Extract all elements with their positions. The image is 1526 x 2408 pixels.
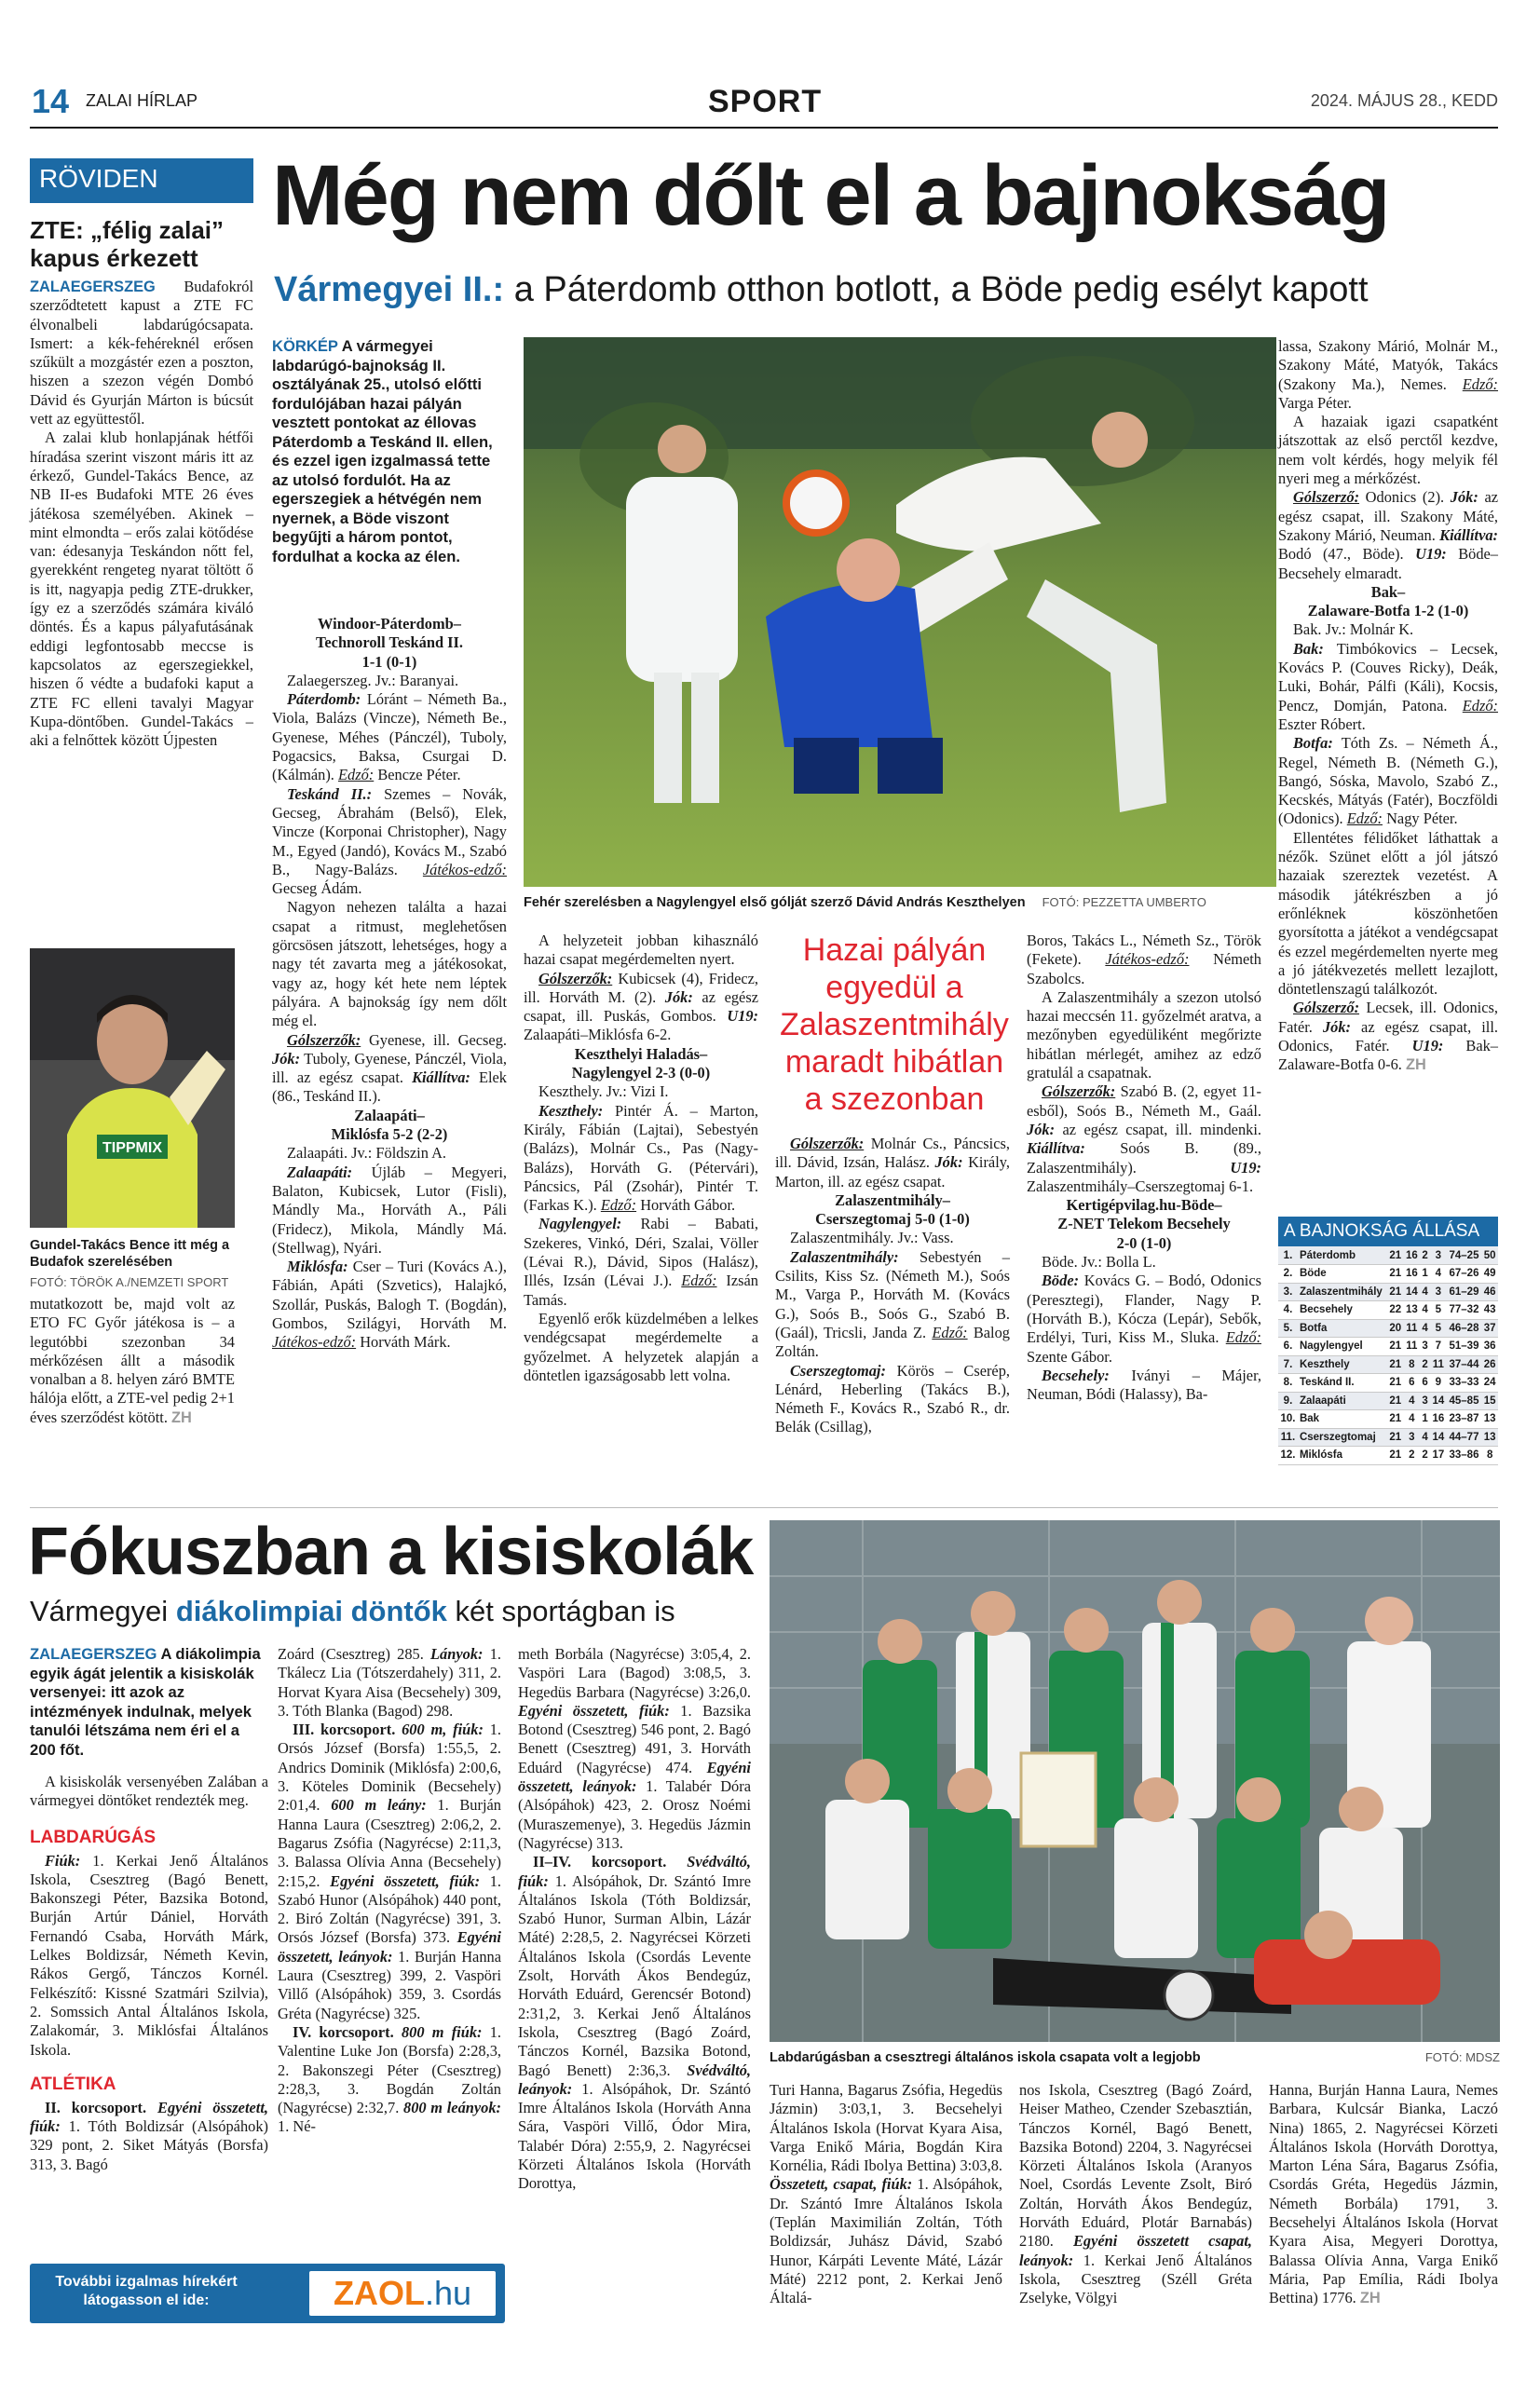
standings-lost: 3 [1430,1283,1447,1301]
school-photo-caption-row [770,2049,1500,2066]
main-photo [524,337,1276,887]
section-divider [30,1507,1498,1508]
main-column-3: Gólszerzők: Molnár Cs., Páncsics, ill. Dávid, Izsán, Halász. Jók: Király, Marton, ill. az egész csapat. Zalaszentmihály– Cserszegtomaj 5-0 (1-0) Zalaszentmihály. Jv.: Vass. Zalaszentmihály: Sebestyén – Csilits, Kiss Sz. (Németh M.), Soós M., Varga P., Horváth M. (Kovács G.), Soós B., Soós G., Szabó B. (Gaál), Tricsli, Janda Z. Edző: Balog Zoltán. Cserszegtomaj: Körös – Cserép, Lénárd, Heberling (Takács B.), Németh F., Kovács R., Szabó R., dr. Belák (Csillag), [775,1135,1010,1436]
standings-points: 26 [1481,1355,1498,1374]
standings-team: Botfa [1298,1319,1387,1338]
standings-rank: 4. [1278,1301,1298,1320]
second-dateline: ZALAEGERSZEG [30,1645,157,1663]
main-column-2: A helyzeteit jobban kihasználó hazai csapat megérdemelten nyert. Gólszerzők: Kubicsek (4), Fridecz, ill. Horváth M. (2). Jók: az egész csapat, ill. Puskás, Gombos. U19: Zalaapáti–Miklósfa 6-2. Keszthelyi Haladás– Nagylengyel 2-3 (0-0) Keszthely. Jv.: Vizi I. Keszthely: Pintér Á. – Marton, Király, Fábián (Lajtai), Sebestyén (Balázs), Molnár Cs., Pas (Nagy-Balázs), Horváth G. (Pétervári), Páncsics, Pál (Zsohár), Pintér T. (Farkas K.). Edző: Horváth Gábor. Nagylengyel: Rabi – Babati, Szekeres, Vinkó, Déri, Szalai, Völler (Lévai R.), Dávid, Sipos (Halász), Illés, Izsán (Lévai J.). Edző: Izsán Tamás. Egyenlő erők küzdelmében a lelkes vendégcsapat megérdemelte a győzelmet. A helyzetek alapján a döntetlen igazságosabb lett volna. [524,932,759,1384]
standings-goals: 61–29 [1447,1283,1482,1301]
standings-lost: 17 [1430,1447,1447,1465]
standings-team: Zalaszentmihály [1298,1283,1387,1301]
brief-text-1 [30,278,253,429]
school-photo-credit: FOTÓ: MDSZ [1424,2050,1500,2064]
newspaper-name: ZALAI HÍRLAP [86,91,198,110]
standings-points: 46 [1481,1283,1498,1301]
second-lead-text: A diákolimpia egyik ágát jelentik a kisiskolák versenyei: itt azok az intézmények indulnak, melyek tanulói létszáma nem éri el a 200 főt. [30,1645,261,1759]
standings-lost: 11 [1430,1355,1447,1374]
standings-team: Páterdomb [1298,1246,1387,1265]
standings-row [1278,1428,1498,1447]
standings-points: 36 [1481,1338,1498,1356]
standings-rank: 6. [1278,1338,1298,1356]
standings-rank: 11. [1278,1428,1298,1447]
standings-goals: 37–44 [1447,1355,1482,1374]
standings-won: 8 [1404,1355,1421,1374]
standings-drawn: 1 [1420,1265,1430,1284]
brief-title: ZTE: „félig zalai” kapus érkezett [30,216,225,272]
subheadline-text: a Páterdomb otthon botlott, a Böde pedig esélyt kapott [513,270,1369,309]
standings-played: 21 [1387,1447,1404,1465]
standings-goals: 67–26 [1447,1265,1482,1284]
standings-goals: 51–39 [1447,1338,1482,1356]
brief-label-text: RÖVIDEN [39,164,158,193]
standings-lost: 16 [1430,1410,1447,1429]
lead-tag: KÖRKÉP [272,337,338,355]
zaol-logo[interactable] [309,2271,496,2316]
standings-points: 37 [1481,1319,1498,1338]
standings-points: 15 [1481,1392,1498,1410]
standings-row [1278,1374,1498,1393]
standings-won: 16 [1404,1265,1421,1284]
standings-won: 14 [1404,1283,1421,1301]
brief-paragraph-2: A zalai klub honlapjának hétfői híradása szerint viszont máris itt az érkező, Gundel-Takács Bence, az NB II-es Budafoki MTE 26 éves játékosa személyében. Akinek – mint elmondta – erős zalai kötődése van: édesanyja Teskándon nőtt fel, gyerekként rengeteg nyarat töltött ő is itt, nagyapja pedig ZTE-drukker, így ez a szerződés számára kiváló döntés. És a kapus pályafutásának eddigi legfontosabb meccse is kapcsolatos az egerszegiekkel, hiszen ő védte a budafoki kaput a ZTE FC elleni tavalyi Magyar Kupa-döntőben. Gundel-Takács – aki a felnőttek között Újpesten [30,429,253,750]
second-lead [30,1645,268,1760]
standings-played: 21 [1387,1338,1404,1356]
standings-points: 8 [1481,1447,1498,1465]
standings-points: 13 [1481,1410,1498,1429]
brief-photo-credit: FOTÓ: TÖRÖK A./NEMZETI SPORT [30,1275,229,1289]
brief-signature: ZH [171,1408,192,1426]
standings-lost: 5 [1430,1319,1447,1338]
standings-lost: 14 [1430,1428,1447,1447]
standings-points: 43 [1481,1301,1498,1320]
main-photo-caption-row [524,894,1276,911]
second-sub-post: két sportágban is [455,1595,675,1627]
second-headline: Fókuszban a kisiskolák [28,1515,754,1589]
second-signature: ZH [1359,2290,1381,2307]
header-rule [30,127,1498,129]
athletics-section-title: ATLÉTIKA [30,2074,116,2094]
brief-photo [30,948,235,1228]
football-match-photo-image [524,337,1276,887]
brief-paragraph-3-box [30,1295,235,1427]
standings-drawn: 6 [1420,1374,1430,1393]
standings-team: Cserszegtomaj [1298,1428,1387,1447]
second-column-1: ZALAEGERSZEG A diákolimpia egyik ágát jelentik a kisiskolák versenyei: itt azok az intézmények indulnak, melyek tanulói létszáma nem éri el a 200 főt. A kisiskolák versenyében Zalában a vármegyei döntőket rendezték meg. LABDARÚGÁS Fiúk: 1. Kerkai Jenő Általános Iskola, Csesztreg (Bagó Benett, Bakonszegi Péter, Bazsika Botond, Burján Artúr Dániel, Horváth Fernandó Csaba, Horváth Márk, Lelkes Boldizsár, Németh Kevin, Rákos Gergő, Tánczos Kornél. Felkészítő: Kissné Szatmári Szilvia), 2. Somssich Antal Általános Iskola, Zalakomár, 3. Miklósfai Általános Iskola. ATLÉTIKA II. korcsoport. Egyéni összetett, fiúk: 1. Tóth Boldizsár (Alsópáhok) 329 pont, 2. Siket Mátyás (Borsfa) 313, 3. Bagó [30,1645,268,2173]
school-team-photo [770,1520,1500,2042]
standings-drawn: 2 [1420,1447,1430,1465]
standings-team: Keszthely [1298,1355,1387,1374]
brief-caption-text: Gundel-Takács Bence itt még a Budafok szerelésében [30,1238,230,1270]
zaol-promo-banner[interactable] [30,2264,505,2323]
brief-paragraph-3: mutatkozott be, majd volt az ETO FC Győr játékosa is – a legutóbbi szezonban 34 mérkőzésen állt a második vonalban a 8. helyen záró BMTE hálója előtt, a ZTE-vel pedig 2+1 éves szerződést kötött. [30,1295,235,1426]
svg-text:TIPPMIX: TIPPMIX [102,1140,163,1156]
standings-drawn: 4 [1420,1428,1430,1447]
standings-won: 11 [1404,1338,1421,1356]
lead-text: A vármegyei labdarúgó-bajnokság II. osztályának 25., utolsó előtti fordulójában hazai pályán vesztett pontokat az éllovas Páterdomb a Teskánd II. ellen, és ezzel igen izgalmassá tette az utolsó fordulót. Ha az egerszegiek a hétvégén nem nyernek, a Böde viszont begyűjti a három pontot, fordulhat a kocka az élen. [272,337,493,565]
standings-title: A BAJNOKSÁG ÁLLÁSA [1278,1217,1498,1246]
school-photo-caption: Labdarúgásban a csesztregi általános iskola csapata volt a legjobb [770,2050,1201,2065]
standings-rank: 8. [1278,1374,1298,1393]
zaol-brand: ZAOL [333,2274,425,2312]
main-subheadline [274,270,1504,310]
standings-drawn: 4 [1420,1283,1430,1301]
zaol-tld: .hu [424,2274,472,2312]
standings-goals: 74–25 [1447,1246,1482,1265]
standings-row [1278,1392,1498,1410]
second-column-2: Zoárd (Csesztreg) 285. Lányok: 1. Tkálecz Lia (Tótszerdahely) 311, 2. Horvat Kyara Aisa (Becsehely) 309, 3. Tóth Blanka (Bagod) 298. III. korcsoport. 600 m, fiúk: 1. Orsós József (Borsfa) 1:55,5, 2. Andrics Dominik (Miklósfa) 2:00,6, 3. Köteles Dominik (Becsehely) 2:01,4. 600 m leány: 1. Burján Hanna Laura (Csesztreg) 2:06,2, 2. Bagarus Zsófia (Nagyrécse) 2:11,3, 3. Balassa Olívia Anna (Becsehely) 2:15,2. Egyéni összetett, fiúk: 1. Szabó Hunor (Alsópáhok) 440 pont, 2. Biró Zoltán (Nagyrécse) 391, 3. Orsós József (Borsfa) 373. Egyéni összetett, leányok: 1. Burján Hanna Laura (Csesztreg) 399, 2. Vaspöri Villő (Alsópáhok) 359, 3. Csordás Gréta (Nagyrécse) 325. IV. korcsoport. 800 m fiúk: 1. Valentine Luke Jon (Borsfa) 2:28,3, 2. Bakonszegi Péter (Csesztreg) 2:28,3, 3. Bogdán Zoltán (Nagyrécse) 2:32,7. 800 m leányok: 1. Né- [278,1645,502,2136]
standings-lost: 14 [1430,1392,1447,1410]
promo-text-line-1: További izgalmas hírekért [55,2274,238,2290]
standings-goals: 46–28 [1447,1319,1482,1338]
standings-goals: 33–33 [1447,1374,1482,1393]
standings-won: 3 [1404,1428,1421,1447]
standings-row [1278,1338,1498,1356]
goalkeeper-photo-image [30,948,235,1228]
standings-lost: 4 [1430,1265,1447,1284]
main-column-1: Windoor-Páterdomb– Technoroll Teskánd II. 1-1 (0-1) Zalaegerszeg. Jv.: Baranyai. Páterdomb: Lóránt – Németh Ba., Viola, Balázs (Vincze), Németh Be., Gyenese, Méhes (Pánczél), Tuboly, Pogacsics, Baksa, Csurgai D. (Kálmán). Edző: Bencze Péter. Teskánd II.: Szemes – Novák, Gecseg, Ábrahám (Belső), Elek, Vincze (Korponai Christopher), Nagy M., Egyed (Jandó), Kovács M., Szabó B., Nagy-Balázs. Játékos-edző: Gecseg Ádám. Nagyon nehezen találta a hazai csapat a ritmust, meglehetősen görcsösen játszott, lehetséges, hogy a nagy tét zavarta meg a játékosokat, vagy az, hogy két hete nem léptek pályára. A bajnokság így nem dőlt még el. Gólszerzők: Gyenese, ill. Gecseg. Jók: Tuboly, Gyenese, Pánczél, Viola, ill. az egész csapat. Kiállítva: Elek (86., Teskánd II.). Zalaapáti– Miklósfa 5-2 (2-2) Zalaapáti. Jv.: Földszin A. Zalaapáti: Újláb – Megyeri, Balaton, Kubicsek, Lutor (Fisli), Mándly Ma., Horváth A., Páli (Fridecz), Mikola, Mándly Má. (Stellwag), Nyári. Miklósfa: Cser – Turi (Kovács A.), Fábián, Apáti (Szvetics), Halajkó, Szollár, Puskás, Balogh T. (Bogdán), Gombos, Szilágyi, Horváth M. Játékos-edző: Horváth Márk. [272,615,507,1352]
standings-row [1278,1246,1498,1265]
standings-team: Becsehely [1298,1301,1387,1320]
standings-played: 21 [1387,1265,1404,1284]
promo-text-line-2: látogasson el ide: [83,2292,210,2308]
standings-rank: 3. [1278,1283,1298,1301]
second-intro: A kisiskolák versenyében Zalában a vármegyei döntőket rendezték meg. [30,1773,268,1810]
brief-label [30,158,253,203]
standings-played: 21 [1387,1283,1404,1301]
standings-rank: 9. [1278,1392,1298,1410]
standings-team: Teskánd II. [1298,1374,1387,1393]
standings-goals: 33–86 [1447,1447,1482,1465]
standings-team: Nagylengyel [1298,1338,1387,1356]
main-lead [272,337,505,566]
standings-played: 21 [1387,1374,1404,1393]
standings-row [1278,1265,1498,1284]
standings-rank: 10. [1278,1410,1298,1429]
standings-team: Bak [1298,1410,1387,1429]
standings-goals: 23–87 [1447,1410,1482,1429]
brief-column [30,158,253,750]
standings-played: 21 [1387,1392,1404,1410]
standings-table [1278,1246,1498,1465]
standings-rank: 12. [1278,1447,1298,1465]
standings-drawn: 4 [1420,1301,1430,1320]
standings-won: 16 [1404,1246,1421,1265]
main-column-5: lassa, Szakony Márió, Molnár M., Szakony Máté, Matyók, Takács (Szakony Ma.), Nemes. Edző: Varga Péter. A hazaiak igazi csapatként játszottak az első perctől kezdve, nem volt kérdés, hogy melyik fél nyeri meg a mérkőzést. Gólszerző: Odonics (2). Jók: az egész csapat, ill. Szakony Máté, Szakony Márió, Neuman. Kiállítva: Bodó (47., Böde). U19: Böde–Becsehely elmaradt. Bak– Zalaware-Botfa 1-2 (1-0) Bak. Jv.: Molnár K. Bak: Timbókovics – Lecsek, Kovács P. (Couves Ricky), Deák, Luki, Bohár, Pálfi (Káli), Kocsis, Pencz, Domján, Patona. Edző: Eszter Róbert. Botfa: Tóth Zs. – Németh Á., Regel, Németh B. (Németh G.), Bangó, Sóska, Mavolo, Szabó Z., Kecskés, Mátyás (Fatér), Boczföldi (Odonics). Edző: Nagy Péter. Ellentétes félidőket láthattak a nézők. Szünet előtt a jól játszó hazaiak szereztek vezetést. A második játékrészben a jó erőnléknek köszönhetően gyorsította a játékot a vendégcsapat és ezzel megérdemelten nyerte meg a jó játékvezetés mellett lezajlott, döntetlenszagú találkozót. Gólszerző: Lecsek, ill. Odonics, Fatér. Jók: az egész csapat, ill. Odonics, Fatér. U19: Bak–Zalaware-Botfa 0-6. ZH [1278,337,1498,1074]
standings-goals: 45–85 [1447,1392,1482,1410]
standings-lost: 9 [1430,1374,1447,1393]
standings-team: Zalaapáti [1298,1392,1387,1410]
standings-row [1278,1410,1498,1429]
standings-row [1278,1447,1498,1465]
pull-quote: Hazai pályán egyedül a Zalaszentmihály maradt hibátlan a szezonban [780,932,1009,1117]
standings-row [1278,1319,1498,1338]
standings-goals: 77–32 [1447,1301,1482,1320]
second-column-3: meth Borbála (Nagyrécse) 3:05,4, 2. Vaspöri Lara (Bagod) 3:08,5, 3. Hegedüs Barbara (Nagyrécse) 3:26,0. Egyéni összetett, fiúk: 1. Bazsika Botond (Csesztreg) 546 pont, 2. Bagó Benett (Csesztreg) 491, 3. Horváth Eduárd (Nagyrécse) 474. Egyéni összetett, leányok: 1. Talabér Dóra (Alsópáhok) 423, 2. Orosz Noémi (Muraszemenye), 3. Hegedüs Jázmin (Nagyrécse) 313. II–IV. korcsoport. Svédváltó, fiúk: 1. Alsópáhok, Dr. Szántó Imre Általános Iskola (Tóth Boldizsár, Szabó Hunor, Surman Albin, Lázár Máté) 2:28,5, 2. Nagyrécsei Körzeti Általános Iskola (Csordás Levente Zsolt, Horváth Ákos Bendegúz, Horváth Eduárd, Gerencsér Botond) 2:31,2, 3. Kerkai Jenő Általános Iskola, Csesztreg (Bagó Zoárd, Tánczos Kornél, Bazsika Botond, Bagó Benett) 2:36,3. Svédváltó, leányok: 1. Alsópáhok, Dr. Szántó Imre Általános Iskola (Horváth Anna Sára, Vaspöri Villő, Ódor Mira, Talabér Dóra) 2:55,9, 2. Nagyrécsei Körzeti Általános Iskola (Horváth Dorottya, [518,1645,751,2193]
issue-date: 2024. MÁJUS 28., KEDD [1310,91,1498,110]
standings-played: 21 [1387,1410,1404,1429]
standings-drawn: 4 [1420,1319,1430,1338]
standings-team: Miklósfa [1298,1447,1387,1465]
standings-points: 24 [1481,1374,1498,1393]
standings-row [1278,1283,1498,1301]
second-column-5: nos Iskola, Csesztreg (Bagó Zoárd, Heiser Matheo, Czender Szebasztián, Tánczos Kornél, Bagó Benett, Bazsika Botond) 2204, 3. Nagyrécsei Körzeti Általános Iskola (Aranyos Noel, Csordás Levente Zsolt, Biró Zoltán, Horváth Ákos Bendegúz, Horváth Eduárd, Plotár Barnabás) 2180. Egyéni összetett csapat, leányok: 1. Kerkai Jenő Általános Iskola, Csesztreg (Széll Gréta Zselyke, Völgyi [1019,2081,1252,2307]
standings-drawn: 3 [1420,1338,1430,1356]
standings-played: 21 [1387,1355,1404,1374]
main-photo-caption: Fehér szerelésben a Nagylengyel első gólját szerző Dávid András Keszthelyen [524,895,1026,910]
section-name: SPORT [708,84,823,119]
brief-paragraph-1: Budafokról szerződtetett kapust a ZTE FC élvonalbeli labdarúgócsapata. Ismert: a kék-fehéreknél erősen szűkült a mozgástér ezen a poszton, hiszen a szezon végén Dombó Dávid és Gyurján Márton is búcsút vett az együttestől. [30,278,253,429]
brief-photo-caption [30,1237,235,1291]
brief-dateline: ZALAEGERSZEG [30,279,156,295]
page-header [30,82,1498,123]
standings-drawn: 1 [1420,1410,1430,1429]
standings-played: 20 [1387,1319,1404,1338]
standings-lost: 7 [1430,1338,1447,1356]
standings-won: 13 [1404,1301,1421,1320]
standings-won: 11 [1404,1319,1421,1338]
main-photo-credit: FOTÓ: PEZZETTA UMBERTO [1042,895,1206,909]
standings-played: 21 [1387,1246,1404,1265]
standings-won: 6 [1404,1374,1421,1393]
standings-points: 50 [1481,1246,1498,1265]
standings-rank: 1. [1278,1246,1298,1265]
standings-drawn: 2 [1420,1355,1430,1374]
standings-lost: 3 [1430,1246,1447,1265]
standings-drawn: 3 [1420,1392,1430,1410]
main-headline: Még nem dőlt el a bajnokság [272,148,1389,243]
standings-rank: 2. [1278,1265,1298,1284]
standings-won: 4 [1404,1392,1421,1410]
standings-goals: 44–77 [1447,1428,1482,1447]
standings-won: 4 [1404,1410,1421,1429]
main-signature: ZH [1405,1056,1426,1074]
standings-rank: 5. [1278,1319,1298,1338]
standings-box [1278,1217,1498,1465]
subheadline-kicker: Vármegyei II.: [274,270,505,309]
second-subheadline [30,1595,775,1628]
second-sub-highlight: diákolimpiai döntők [175,1595,447,1627]
standings-rank: 7. [1278,1355,1298,1374]
football-section-title: LABDARÚGÁS [30,1827,157,1847]
main-column-4: Boros, Takács L., Németh Sz., Török (Fekete). Játékos-edző: Németh Szabolcs. A Zalaszentmihály a szezon utolsó hazai meccsén 11. győzelmét aratva, a mezőnyben egyedüliként megőrizte hibátlan mérlegét, amihez az edző gratulál a csapatnak. Gólszerzők: Szabó B. (2, egyet 11-esből), Soós B., Németh M., Gaál. Jók: az egész csapat, ill. mindenki. Kiállítva: Soós B. (89., Zalaszentmihály). U19: Zalaszentmihály–Cserszegtomaj 6-1. Kertigépvilag.hu-Böde– Z-NET Telekom Becsehely 2-0 (1-0) Böde. Jv.: Bolla L. Böde: Kovács G. – Bodó, Odonics (Peresztegi), Flander, Nagy P. (Horváth B.), Kócza (Lepár), Sebők, Erdélyi, Turi, Kiss M., Sluka. Edző: Szente Gábor. Becsehely: Iványi – Májer, Neuman, Bódi (Halassy), Ba- [1027,932,1261,1404]
standings-drawn: 2 [1420,1246,1430,1265]
second-column-4: Turi Hanna, Bagarus Zsófia, Hegedüs Jázmin) 3:03,1, 3. Becsehelyi Általános Iskola (Horvat Kyara Aisa, Varga Enikő Mária, Bogdán Kira Kornélia, Rádi Ibolya Bettina) 3:03,8. Összetett, csapat, fiúk: 1. Alsópáhok, Dr. Szántó Imre Általános Iskola (Teplán Maximilián Zoltán, Tóth Boldizsár, Juhász Dávid, Szabó Hunor, Kárpáti Levente Máté, Lázár Máté) 2212 pont, 2. Kerkai Jenő Általá- [770,2081,1003,2307]
standings-won: 2 [1404,1447,1421,1465]
second-column-6: Hanna, Burján Hanna Laura, Nemes Barbara, Kulcsár Bianka, Laczó Nina) 1865, 2. Nagyrécsei Körzeti Általános Iskola (Horváth Dorottya, Marton Léna Sára, Bagarus Zsófia, Csordás Gréta, Hegedüs Jázmin, Németh Borbála) 1791, 3. Becsehelyi Általános Iskola (Horvat Kyara Aisa, Megyeri Dorottya, Balassa Olívia Anna, Varga Enikő Mária, Pap Emília, Rádi Ibolya Bettina) 1776. ZH [1269,2081,1498,2307]
standings-points: 49 [1481,1265,1498,1284]
school-football-team-photo-image [770,1520,1500,2042]
standings-played: 22 [1387,1301,1404,1320]
standings-row [1278,1301,1498,1320]
standings-played: 21 [1387,1428,1404,1447]
standings-lost: 5 [1430,1301,1447,1320]
standings-team: Böde [1298,1265,1387,1284]
standings-row [1278,1355,1498,1374]
page-number: 14 [32,82,70,120]
second-sub-pre: Vármegyei [30,1595,169,1627]
standings-points: 13 [1481,1428,1498,1447]
